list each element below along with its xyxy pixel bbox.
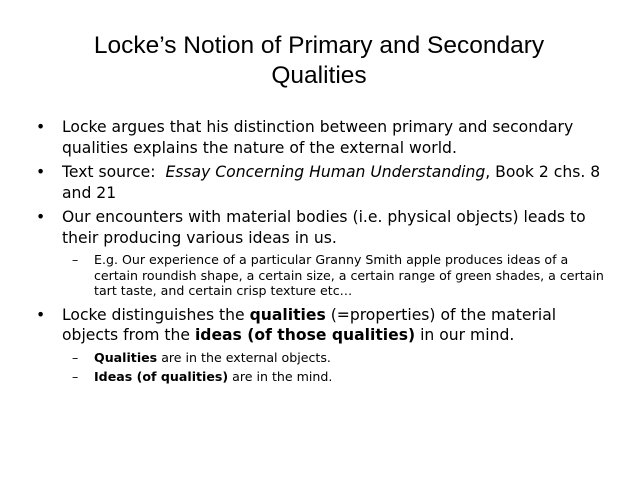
bullet-mark: •: [36, 118, 46, 136]
bullet-item: [30, 305, 608, 346]
bullet-mark: •: [36, 305, 46, 324]
dash-mark: –: [72, 349, 79, 365]
dash-mark: –: [72, 369, 79, 384]
bullet-text-part: in our mind.: [415, 326, 515, 344]
bullet-text-suffix: , Book 2 chs. 8 and 21: [62, 163, 601, 202]
slide-title: [30, 31, 608, 91]
bullet-item: [30, 207, 608, 248]
bullet-text: Our encounters with material bodies (i.e. physical objects) leads to their producing various ideas in us.: [62, 208, 586, 247]
bullet-item: [30, 117, 608, 158]
sub-bullet-text: are in the external objects.: [157, 349, 331, 365]
bold-term-qualities: qualities: [249, 305, 326, 324]
bullet-mark: •: [36, 163, 46, 181]
sub-bullet-item: [30, 252, 608, 299]
book-title: Essay Concerning Human Understanding: [165, 163, 486, 181]
bold-term-ideas: ideas (of those qualities): [194, 326, 416, 344]
bold-term: Qualities: [94, 349, 158, 365]
title-line-1: Locke’s Notion of Primary and Secondary: [93, 32, 545, 59]
bullet-text-prefix: Text source:: [62, 163, 166, 181]
slide-body: [30, 117, 608, 389]
bullet-text-part: (=properties) of the material objects from the: [62, 305, 557, 344]
title-line-2: Qualities: [271, 62, 367, 89]
bullet-mark: •: [36, 208, 46, 226]
sub-bullet-text: are in the mind.: [228, 369, 333, 384]
sub-bullet-item: [30, 350, 608, 366]
dash-mark: –: [72, 252, 79, 267]
bullet-text: Locke argues that his distinction between primary and secondary qualities explains the nature of the external world.: [62, 118, 574, 157]
sub-bullet-item: [30, 369, 608, 385]
bullet-item: [30, 162, 608, 203]
bold-term: Ideas (of qualities): [94, 369, 229, 384]
sub-bullet-text: E.g. Our experience of a particular Granny Smith apple produces ideas of a certain roundish shape, a certain size, a certain range of green shades, a certain tart taste, and certain crisp texture etc…: [94, 252, 604, 298]
bullet-text-part: Locke distinguishes the: [62, 305, 250, 324]
